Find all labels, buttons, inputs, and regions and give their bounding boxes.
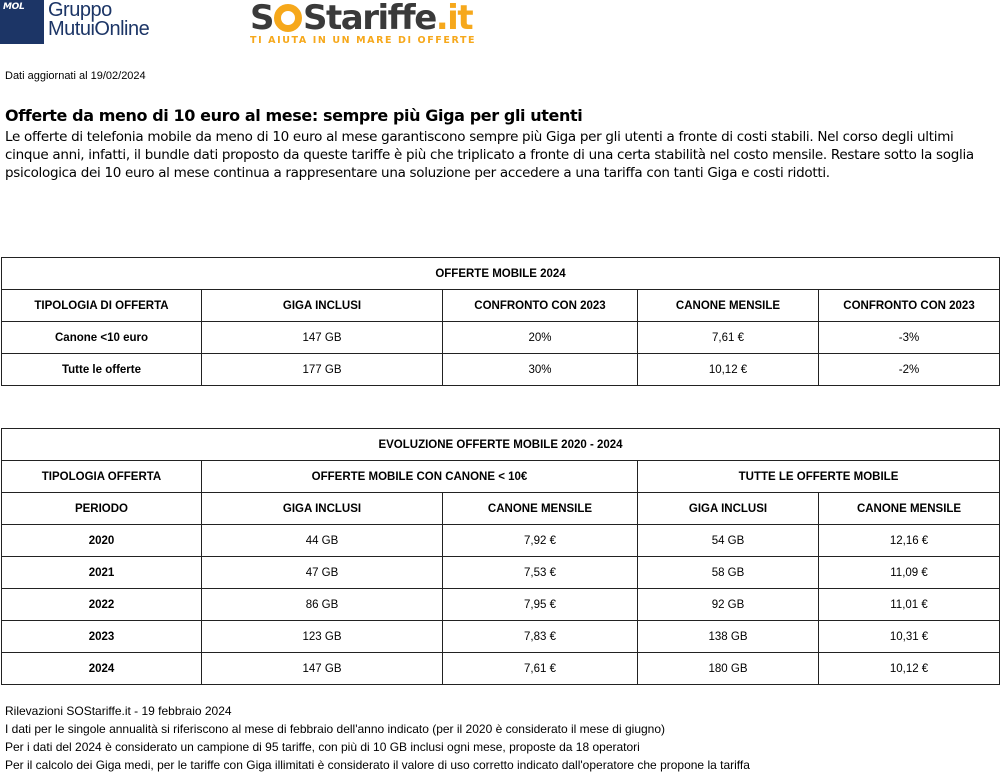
- table-cell: 12,16 €: [819, 525, 1000, 557]
- column-header: CANONE MENSILE: [443, 493, 638, 525]
- mol-line1: Gruppo: [48, 0, 112, 21]
- row-label: 2022: [2, 589, 202, 621]
- group-header-row: [2, 461, 1000, 493]
- row-label: Tutte le offerte: [2, 354, 202, 386]
- gruppo-mutuionline-logo: [0, 0, 149, 44]
- table-row: [2, 653, 1000, 685]
- table-cell: 123 GB: [202, 621, 443, 653]
- table-cell: 86 GB: [202, 589, 443, 621]
- column-header: GIGA INCLUSI: [202, 290, 443, 322]
- sos-tariffe-text: tariffe: [326, 0, 436, 38]
- table-title: OFFERTE MOBILE 2024: [2, 258, 1000, 290]
- evoluzione-offerte-table: [1, 428, 1000, 685]
- table-title-row: [2, 429, 1000, 461]
- table-cell: 147 GB: [202, 653, 443, 685]
- table-cell: 10,12 €: [819, 653, 1000, 685]
- column-header: CANONE MENSILE: [819, 493, 1000, 525]
- table-cell: 180 GB: [638, 653, 819, 685]
- table-cell: 20%: [443, 322, 638, 354]
- sostariffe-logo: [250, 2, 480, 46]
- sos-letter-s2: S: [303, 0, 326, 38]
- table-cell: 7,61 €: [638, 322, 819, 354]
- sos-letter-s1: S: [250, 0, 273, 38]
- footnote: Rilevazioni SOStariffe.it - 19 febbraio 2024: [5, 704, 232, 718]
- update-date: Dati aggiornati al 19/02/2024: [5, 70, 146, 82]
- table-row: [2, 557, 1000, 589]
- lifebuoy-icon: [274, 4, 302, 32]
- row-label: 2023: [2, 621, 202, 653]
- table-cell: 10,12 €: [638, 354, 819, 386]
- table-cell: 44 GB: [202, 525, 443, 557]
- group-header-all: TUTTE LE OFFERTE MOBILE: [638, 461, 1000, 493]
- table-header-row: [2, 493, 1000, 525]
- table-cell: 54 GB: [638, 525, 819, 557]
- table-cell: 11,01 €: [819, 589, 1000, 621]
- table-cell: 7,83 €: [443, 621, 638, 653]
- table-cell: 7,61 €: [443, 653, 638, 685]
- page-title: Offerte da meno di 10 euro al mese: sempre più Giga per gli utenti: [5, 106, 583, 125]
- column-header: PERIODO: [2, 493, 202, 525]
- table-row: [2, 621, 1000, 653]
- table-cell: 7,92 €: [443, 525, 638, 557]
- column-header: CONFRONTO CON 2023: [819, 290, 1000, 322]
- column-header: CONFRONTO CON 2023: [443, 290, 638, 322]
- table-row: [2, 525, 1000, 557]
- table-title: EVOLUZIONE OFFERTE MOBILE 2020 - 2024: [2, 429, 1000, 461]
- table-cell: -3%: [819, 322, 1000, 354]
- sos-tagline: TI AIUTA IN UN MARE DI OFFERTE: [250, 35, 477, 46]
- mol-line2: MutuiOnline: [48, 18, 150, 40]
- footnote: I dati per le singole annualità si riferiscono al mese di febbraio dell'anno indicato (per il 2020 è considerato il mese di giugno): [5, 722, 666, 736]
- table-row: [2, 589, 1000, 621]
- column-header: CANONE MENSILE: [638, 290, 819, 322]
- mol-wordmark: [48, 0, 149, 44]
- footnotes: [5, 702, 750, 774]
- row-label: 2021: [2, 557, 202, 589]
- table-row: [2, 322, 1000, 354]
- table-cell: 177 GB: [202, 354, 443, 386]
- row-label: Canone <10 euro: [2, 322, 202, 354]
- footnote: Per i dati del 2024 è considerato un campione di 95 tariffe, con più di 10 GB inclusi ogni mese, proposte da 18 operatori: [5, 740, 640, 754]
- offerte-mobile-2024-table: [1, 257, 1000, 386]
- table-cell: 138 GB: [638, 621, 819, 653]
- group-header-under-10: OFFERTE MOBILE CON CANONE < 10€: [202, 461, 638, 493]
- column-header: GIGA INCLUSI: [202, 493, 443, 525]
- row-label: 2024: [2, 653, 202, 685]
- table-cell: 92 GB: [638, 589, 819, 621]
- table-cell: 10,31 €: [819, 621, 1000, 653]
- table-cell: 7,53 €: [443, 557, 638, 589]
- column-header: TIPOLOGIA DI OFFERTA: [2, 290, 202, 322]
- sos-wordmark: [250, 0, 480, 38]
- table-cell: 58 GB: [638, 557, 819, 589]
- table-cell: 11,09 €: [819, 557, 1000, 589]
- row-label: 2020: [2, 525, 202, 557]
- column-header: GIGA INCLUSI: [638, 493, 819, 525]
- table-title-row: [2, 258, 1000, 290]
- mol-badge: MOL: [0, 0, 44, 44]
- table-row: [2, 354, 1000, 386]
- intro-paragraph: Le offerte di telefonia mobile da meno di 10 euro al mese garantiscono sempre più Giga per gli utenti a fronte di costi stabili. Nel corso degli ultimi cinque anni, infatti, il bundle dati proposto da queste tariffe è più che triplicato a fronte di una certa stabilità nel costo mensile. Restare sotto la soglia psicologica dei 10 euro al mese continua a rappresentare una soluzione per accedere a una tariffa con tanti Giga e costi ridotti.: [5, 129, 974, 181]
- group-label: TIPOLOGIA OFFERTA: [2, 461, 202, 493]
- table-cell: 147 GB: [202, 322, 443, 354]
- table-cell: -2%: [819, 354, 1000, 386]
- table-cell: 47 GB: [202, 557, 443, 589]
- table-cell: 30%: [443, 354, 638, 386]
- footnote: Per il calcolo dei Giga medi, per le tariffe con Giga illimitati è considerato il valore di uso corretto indicato dall'operatore che propone la tariffa: [5, 758, 750, 772]
- table-header-row: [2, 290, 1000, 322]
- sos-it-text: .it: [435, 0, 473, 38]
- table-cell: 7,95 €: [443, 589, 638, 621]
